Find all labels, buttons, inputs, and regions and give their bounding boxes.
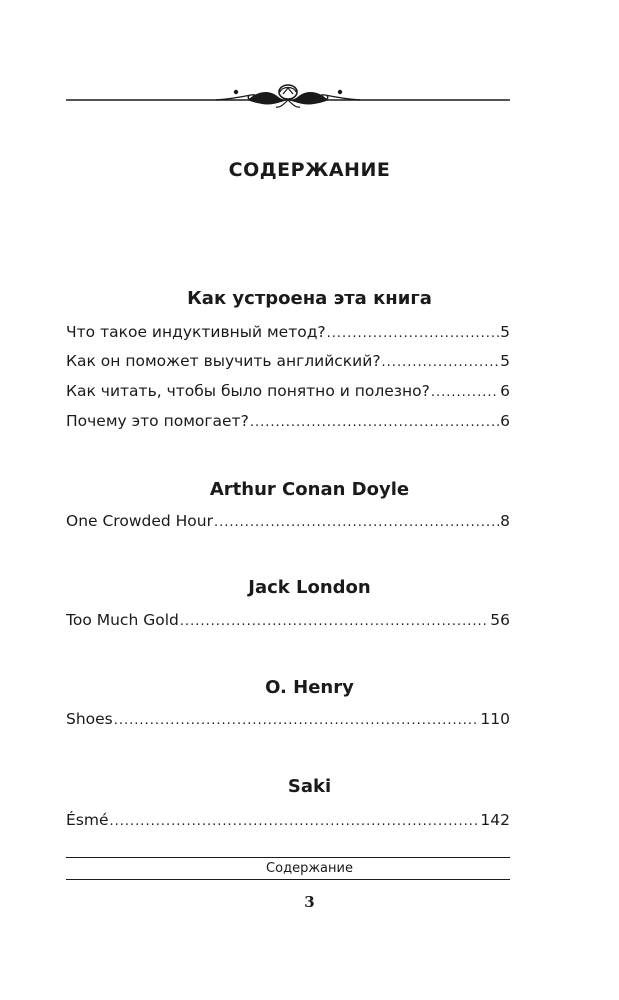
running-head: Содержание: [266, 861, 353, 876]
toc-entry-page: 5: [500, 352, 510, 370]
dot-leader: [327, 326, 499, 341]
toc-entry[interactable]: [66, 611, 510, 635]
dot-leader: [431, 385, 499, 400]
dot-leader: [114, 713, 480, 728]
toc-entry-page: 56: [490, 611, 510, 629]
toc-entry-label: Too Much Gold: [66, 611, 179, 629]
toc-entry-label: Почему это помогает?: [66, 412, 249, 430]
toc-entry-page: 5: [500, 323, 510, 341]
section-heading-how-book-works: Как устроена эта книга: [187, 288, 432, 309]
toc-entry-page: 6: [500, 382, 510, 400]
dot-leader: [214, 515, 499, 530]
toc-entry-label: One Crowded Hour: [66, 512, 213, 530]
decorative-divider-icon: [66, 78, 510, 114]
toc-entry[interactable]: [66, 412, 510, 436]
toc-entry[interactable]: [66, 323, 510, 347]
toc-entry[interactable]: [66, 811, 510, 835]
toc-entry-label: Что такое индуктивный метод?: [66, 323, 326, 341]
toc-entry[interactable]: [66, 382, 510, 406]
page-title: СОДЕРЖАНИЕ: [228, 159, 391, 181]
section-heading-jack-london: Jack London: [248, 577, 371, 598]
toc-entry-page: 8: [500, 512, 510, 530]
section-heading-conan-doyle: Arthur Conan Doyle: [209, 479, 410, 500]
dot-leader: [110, 814, 480, 829]
toc-entry-label: Как читать, чтобы было понятно и полезно?: [66, 382, 430, 400]
toc-entry-label: Shoes: [66, 710, 113, 728]
footer-divider-bottom: [66, 879, 510, 880]
toc-entry[interactable]: [66, 352, 510, 376]
section-heading-saki: Saki: [287, 776, 332, 797]
toc-entry-page: 110: [480, 710, 510, 728]
toc-entry-label: Ésmé: [66, 811, 109, 829]
toc-entry-label: Как он поможет выучить английский?: [66, 352, 381, 370]
dot-leader: [180, 614, 489, 629]
toc-entry-page: 142: [480, 811, 510, 829]
toc-entry[interactable]: [66, 512, 510, 536]
toc-entry[interactable]: [66, 710, 510, 734]
dot-leader: [250, 415, 499, 430]
page-number: 3: [304, 893, 315, 911]
footer-divider-top: [66, 857, 510, 858]
dot-leader: [382, 355, 500, 370]
section-heading-o-henry: O. Henry: [265, 677, 354, 698]
toc-entry-page: 6: [500, 412, 510, 430]
